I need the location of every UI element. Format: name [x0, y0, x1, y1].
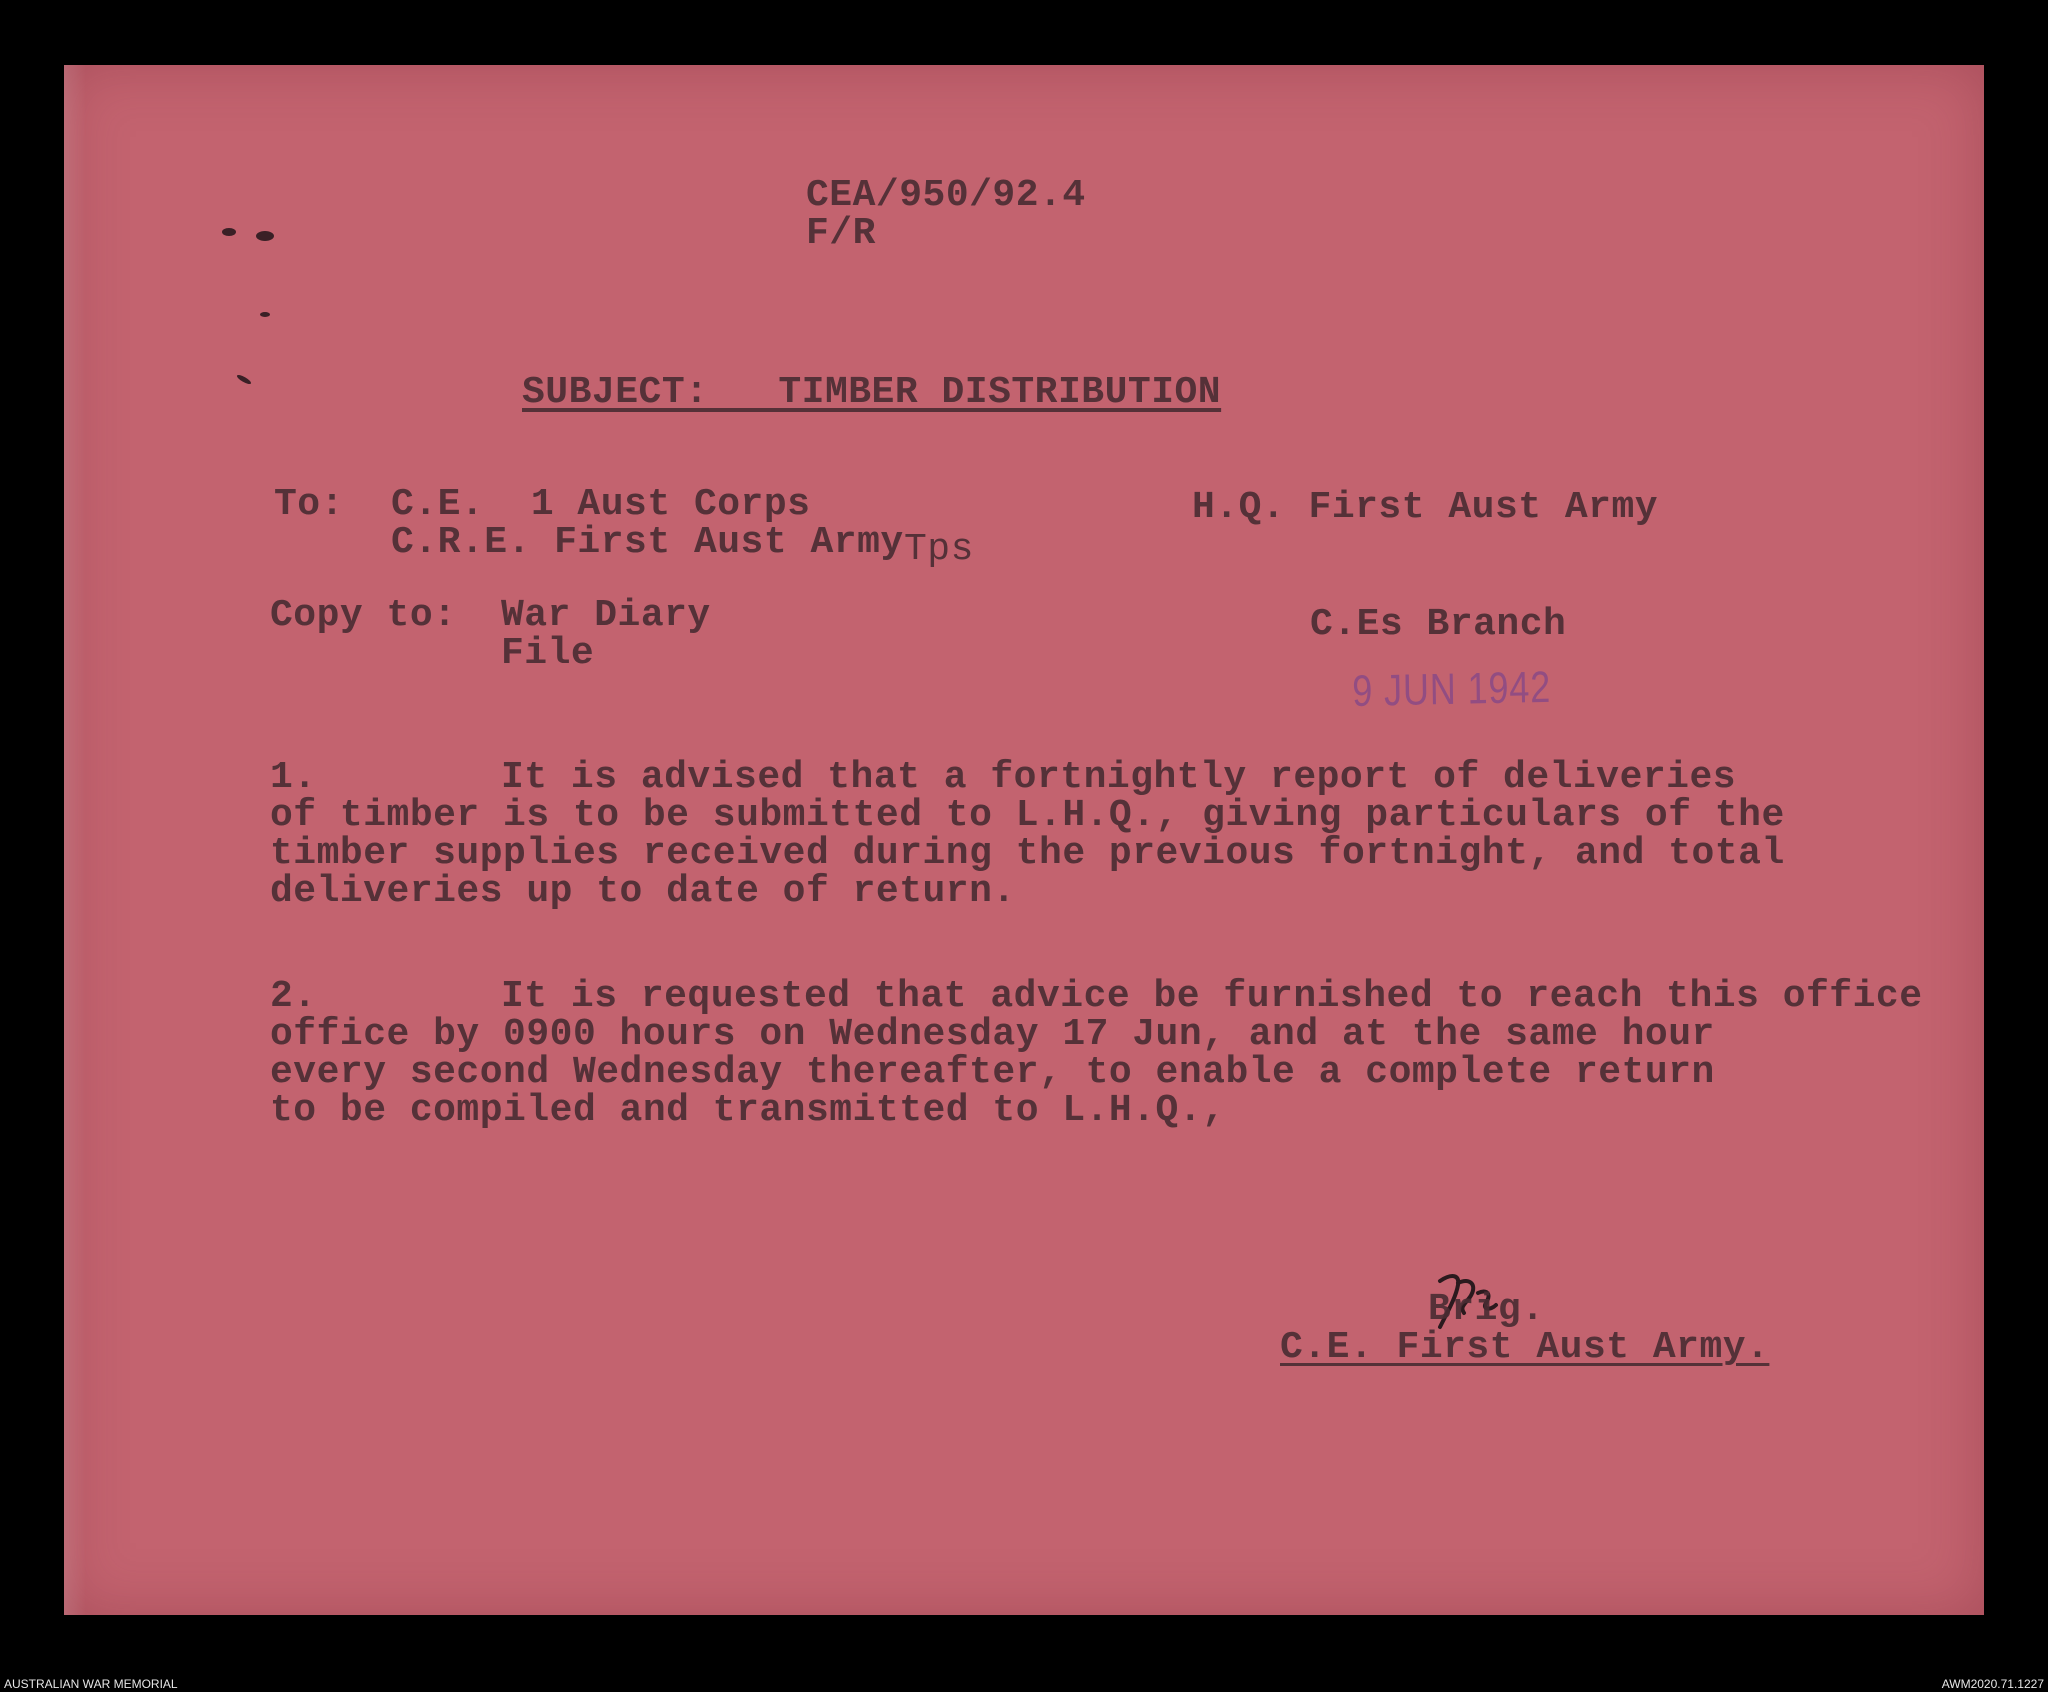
paragraph-2-line-3: every second Wednesday thereafter, to enable a complete return	[270, 1051, 1715, 1094]
branch-label: C.Es Branch	[1310, 603, 1567, 646]
subject-line: SUBJECT: TIMBER DISTRIBUTION	[522, 371, 1222, 414]
staple-mark	[260, 312, 270, 317]
reference-number: CEA/950/92.4	[806, 174, 1086, 217]
paragraph-1-line-3: timber supplies received during the previous fortnight, and total	[270, 832, 1785, 875]
paragraph-2-number: 2.	[270, 975, 317, 1018]
paragraph-2-line-2: office by 0900 hours on Wednesday 17 Jun, and at the same hour	[270, 1013, 1715, 1056]
signatory-title: C.E. First Aust Army.	[1280, 1326, 1770, 1369]
to-line-2: C.R.E. First Aust Army	[391, 521, 904, 564]
footer-accession-number: AWM2020.71.1227	[1941, 1677, 2044, 1691]
signatory-rank: Brig.	[1428, 1288, 1545, 1331]
date-stamp: 9 JUN 1942	[1352, 662, 1552, 716]
to-line-2-suffix: Tps	[904, 528, 974, 571]
copy-to-file: File	[501, 632, 595, 675]
to-line-1: C.E. 1 Aust Corps	[391, 483, 811, 526]
paragraph-1-line-1: It is advised that a fortnightly report of deliveries	[501, 756, 1737, 799]
to-label: To:	[274, 483, 344, 526]
paragraph-2-line-4: to be compiled and transmitted to L.H.Q.,	[270, 1089, 1226, 1132]
copy-to-label: Copy to:	[270, 594, 457, 637]
paragraph-1-line-2: of timber is to be submitted to L.H.Q., giving particulars of the	[270, 794, 1785, 837]
paragraph-1-line-4: deliveries up to date of return.	[270, 870, 1016, 913]
paragraph-2-line-1: It is requested that advice be furnished to reach this office	[501, 975, 1923, 1018]
staple-mark	[222, 228, 236, 236]
paragraph-1-number: 1.	[270, 756, 317, 799]
staple-mark	[236, 373, 252, 385]
footer-institution: AUSTRALIAN WAR MEMORIAL	[4, 1677, 178, 1691]
hq-address: H.Q. First Aust Army	[1192, 486, 1659, 529]
copy-to-war-diary: War Diary	[501, 594, 711, 637]
file-reference: F/R	[806, 212, 876, 255]
document-page	[64, 65, 1984, 1615]
staple-mark	[256, 231, 274, 241]
